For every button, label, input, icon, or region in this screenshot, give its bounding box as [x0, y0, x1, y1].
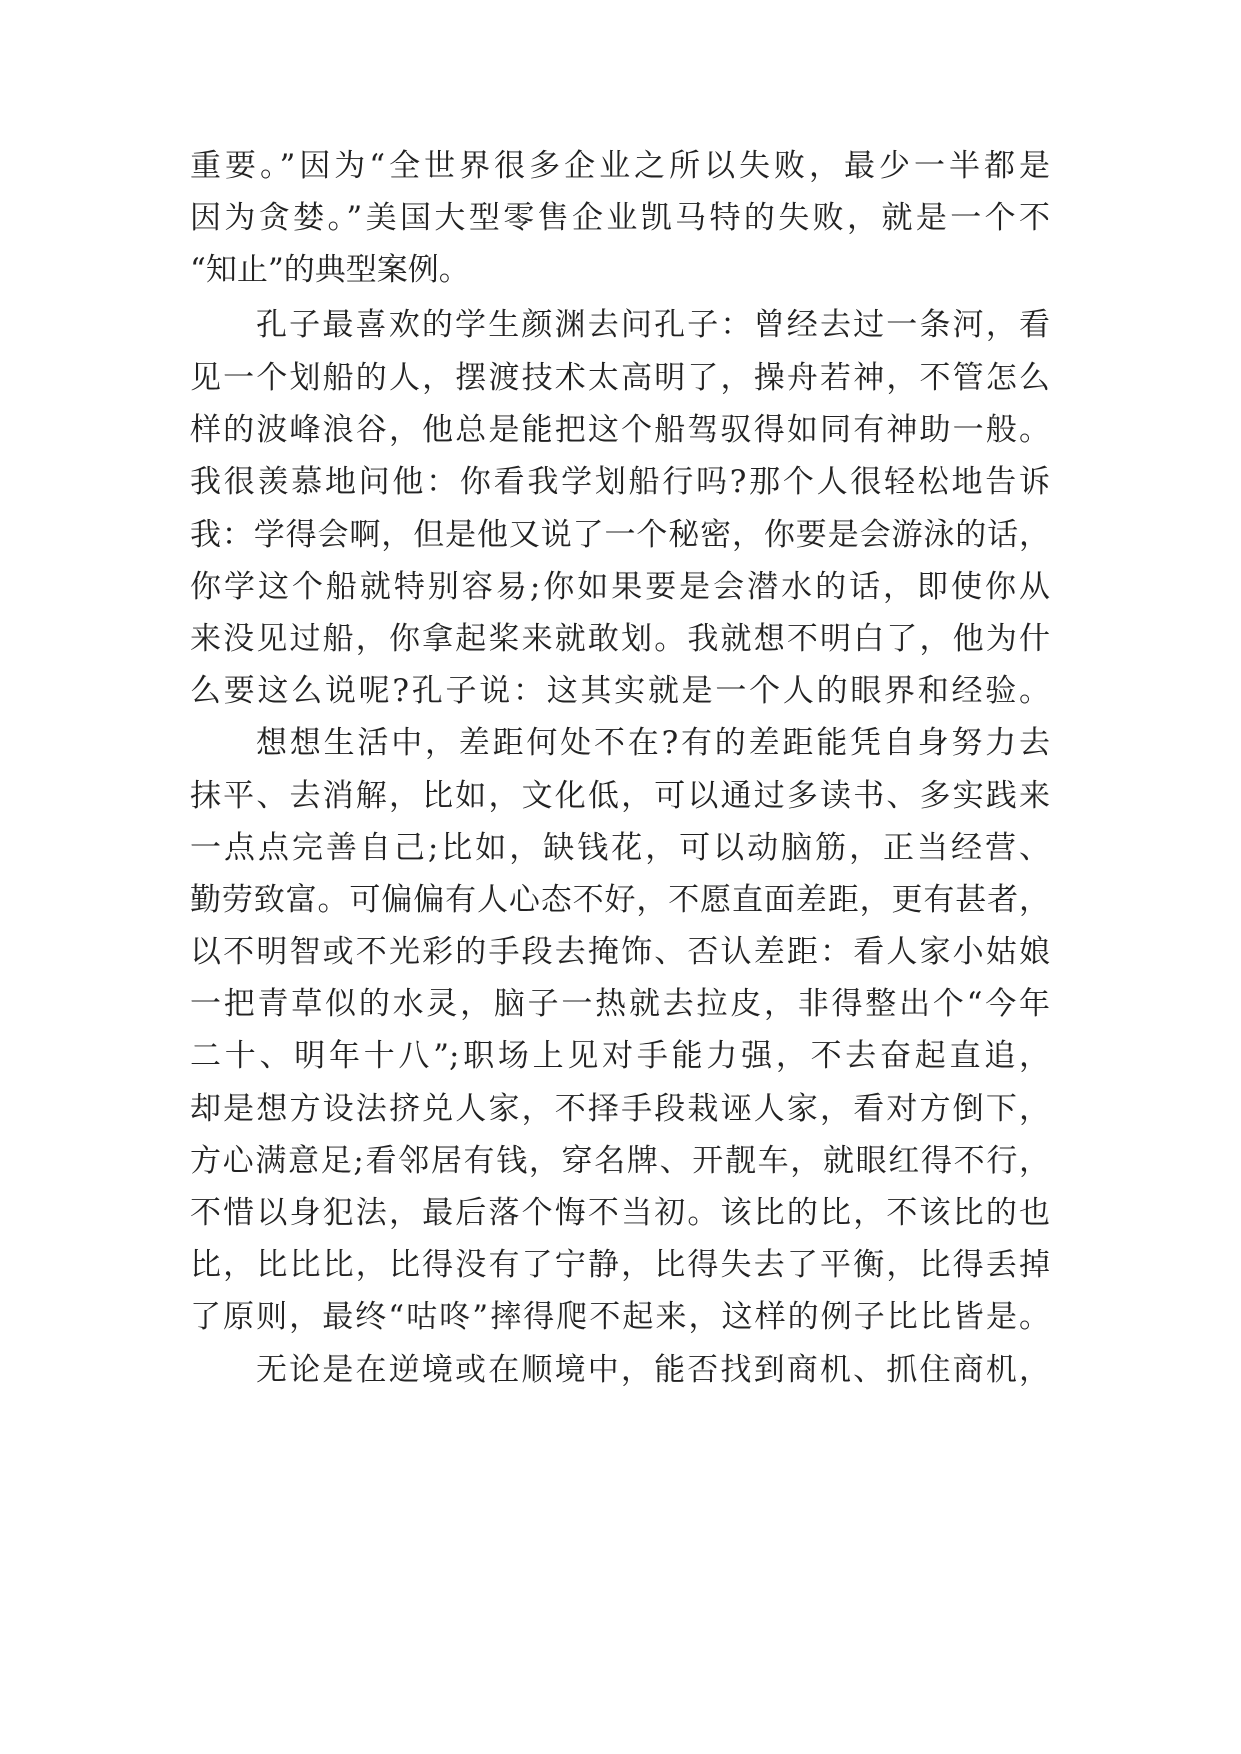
text-line: 因为贪婪。”美国大型零售企业凯马特的失败，就是一个不 [190, 200, 1050, 236]
text-line: 不惜以身犯法，最后落个悔不当初。该比的比，不该比的也 [190, 1195, 1050, 1231]
text-line: 见一个划船的人，摆渡技术太高明了，操舟若神，不管怎么 [190, 360, 1050, 396]
text-line: 方心满意足;看邻居有钱，穿名牌、开靓车，就眼红得不行， [190, 1143, 1050, 1179]
paragraph-first-line: 想想生活中，差距何处不在?有的差距能凭自身努力去 [256, 725, 1050, 761]
text-line: 比，比比比，比得没有了宁静，比得失去了平衡，比得丢掉 [190, 1247, 1050, 1283]
text-line: 么要这么说呢?孔子说：这其实就是一个人的眼界和经验。 [190, 673, 1050, 709]
paragraph-first-line: 无论是在逆境或在顺境中，能否找到商机、抓住商机， [256, 1352, 1050, 1388]
text-line: 勤劳致富。可偏偏有人心态不好，不愿直面差距，更有甚者， [190, 882, 1050, 918]
text-line: 你学这个船就特别容易;你如果要是会潜水的话，即使你从 [190, 569, 1050, 605]
text-line: “知止”的典型案例。 [190, 252, 470, 288]
text-line: 一点点完善自己;比如，缺钱花，可以动脑筋，正当经营、 [190, 830, 1050, 866]
text-line: 却是想方设法挤兑人家，不择手段栽诬人家，看对方倒下， [190, 1091, 1050, 1127]
text-line: 抹平、去消解，比如，文化低，可以通过多读书、多实践来 [190, 778, 1050, 814]
paragraph-first-line: 孔子最喜欢的学生颜渊去问孔子：曾经去过一条河，看 [256, 307, 1050, 343]
text-line: 来没见过船，你拿起桨来就敢划。我就想不明白了，他为什 [190, 621, 1050, 657]
text-line: 重要。”因为“全世界很多企业之所以失败，最少一半都是 [190, 148, 1050, 184]
text-line: 以不明智或不光彩的手段去掩饰、否认差距：看人家小姑娘 [190, 934, 1050, 970]
text-line: 一把青草似的水灵，脑子一热就去拉皮，非得整出个“今年 [190, 986, 1050, 1022]
text-line: 了原则，最终“咕咚”摔得爬不起来，这样的例子比比皆是。 [190, 1299, 1050, 1335]
text-line: 二十、明年十八”;职场上见对手能力强，不去奋起直追， [190, 1038, 1050, 1074]
text-line: 我很羡慕地问他：你看我学划船行吗?那个人很轻松地告诉 [190, 464, 1050, 500]
text-line: 样的波峰浪谷，他总是能把这个船驾驭得如同有神助一般。 [190, 412, 1050, 448]
text-line: 我：学得会啊，但是他又说了一个秘密，你要是会游泳的话， [190, 517, 1050, 553]
